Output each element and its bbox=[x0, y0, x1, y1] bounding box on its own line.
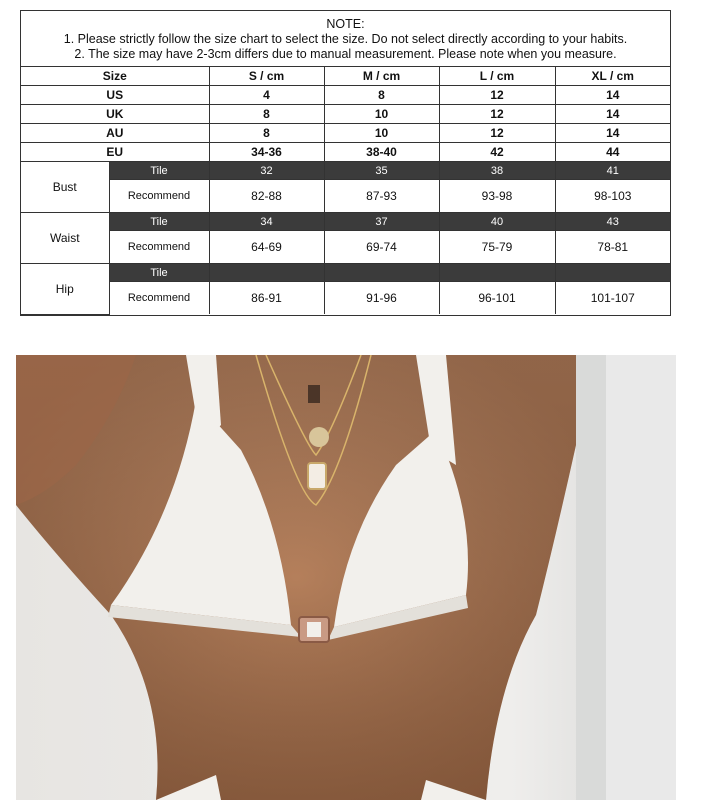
table-cell: 8 bbox=[209, 124, 324, 143]
table-cell: 14 bbox=[555, 124, 670, 143]
recommend-cell: 78-81 bbox=[555, 231, 670, 264]
recommend-label: Recommend bbox=[109, 180, 209, 213]
size-note bbox=[21, 11, 670, 67]
recommend-row-bust bbox=[21, 180, 670, 213]
tile-cell bbox=[439, 264, 555, 282]
recommend-cell: 98-103 bbox=[555, 180, 670, 213]
table-row bbox=[21, 105, 670, 124]
table-cell: 4 bbox=[209, 86, 324, 105]
table-cell: 14 bbox=[555, 86, 670, 105]
table-cell: 10 bbox=[324, 124, 439, 143]
tile-row-bust bbox=[21, 162, 670, 180]
recommend-cell: 69-74 bbox=[324, 231, 439, 264]
header-xl: XL / cm bbox=[555, 67, 670, 86]
table-header-row bbox=[21, 67, 670, 86]
recommend-label: Recommend bbox=[109, 282, 209, 315]
table-cell: 8 bbox=[324, 86, 439, 105]
recommend-label: Recommend bbox=[109, 231, 209, 264]
note-line-1: 1. Please strictly follow the size chart to select the size. Do not select directly according to your habits. bbox=[63, 32, 628, 46]
header-s: S / cm bbox=[209, 67, 324, 86]
tile-row-waist bbox=[21, 213, 670, 231]
recommend-cell: 64-69 bbox=[209, 231, 324, 264]
table-cell: 12 bbox=[439, 86, 555, 105]
part-label-hip: Hip bbox=[21, 264, 109, 315]
tile-label: Tile bbox=[109, 213, 209, 231]
recommend-cell: 86-91 bbox=[209, 282, 324, 315]
table-row bbox=[21, 86, 670, 105]
product-photo bbox=[16, 355, 676, 800]
region-label: US bbox=[21, 86, 209, 105]
header-l: L / cm bbox=[439, 67, 555, 86]
table-cell: 42 bbox=[439, 143, 555, 162]
tile-row-hip bbox=[21, 264, 670, 282]
size-conversion-table bbox=[21, 67, 670, 161]
table-cell: 12 bbox=[439, 124, 555, 143]
recommend-row-waist bbox=[21, 231, 670, 264]
tile-cell: 35 bbox=[324, 162, 439, 180]
header-size: Size bbox=[21, 67, 209, 86]
size-chart bbox=[20, 10, 671, 316]
tile-cell: 41 bbox=[555, 162, 670, 180]
region-label: UK bbox=[21, 105, 209, 124]
table-cell: 12 bbox=[439, 105, 555, 124]
recommend-cell: 82-88 bbox=[209, 180, 324, 213]
note-title: NOTE: bbox=[326, 17, 365, 31]
measurement-table bbox=[21, 161, 670, 315]
header-m: M / cm bbox=[324, 67, 439, 86]
tile-label: Tile bbox=[109, 162, 209, 180]
tile-cell: 43 bbox=[555, 213, 670, 231]
part-label-waist: Waist bbox=[21, 213, 109, 264]
table-cell: 10 bbox=[324, 105, 439, 124]
table-cell: 34-36 bbox=[209, 143, 324, 162]
tile-cell: 40 bbox=[439, 213, 555, 231]
table-cell: 38-40 bbox=[324, 143, 439, 162]
table-row bbox=[21, 124, 670, 143]
recommend-cell: 75-79 bbox=[439, 231, 555, 264]
note-line-2: 2. The size may have 2-3cm differs due to manual measurement. Please note when you measure. bbox=[74, 47, 617, 61]
tile-cell bbox=[555, 264, 670, 282]
tile-cell: 37 bbox=[324, 213, 439, 231]
table-cell: 44 bbox=[555, 143, 670, 162]
table-cell: 14 bbox=[555, 105, 670, 124]
tile-cell: 34 bbox=[209, 213, 324, 231]
region-label: AU bbox=[21, 124, 209, 143]
tile-cell: 32 bbox=[209, 162, 324, 180]
recommend-cell: 96-101 bbox=[439, 282, 555, 315]
tile-cell bbox=[324, 264, 439, 282]
recommend-cell: 87-93 bbox=[324, 180, 439, 213]
recommend-row-hip bbox=[21, 282, 670, 315]
table-cell: 8 bbox=[209, 105, 324, 124]
part-label-bust: Bust bbox=[21, 162, 109, 213]
tile-cell bbox=[209, 264, 324, 282]
recommend-cell: 93-98 bbox=[439, 180, 555, 213]
table-row bbox=[21, 143, 670, 162]
recommend-cell: 91-96 bbox=[324, 282, 439, 315]
tile-cell: 38 bbox=[439, 162, 555, 180]
tile-label: Tile bbox=[109, 264, 209, 282]
region-label: EU bbox=[21, 143, 209, 162]
recommend-cell: 101-107 bbox=[555, 282, 670, 315]
